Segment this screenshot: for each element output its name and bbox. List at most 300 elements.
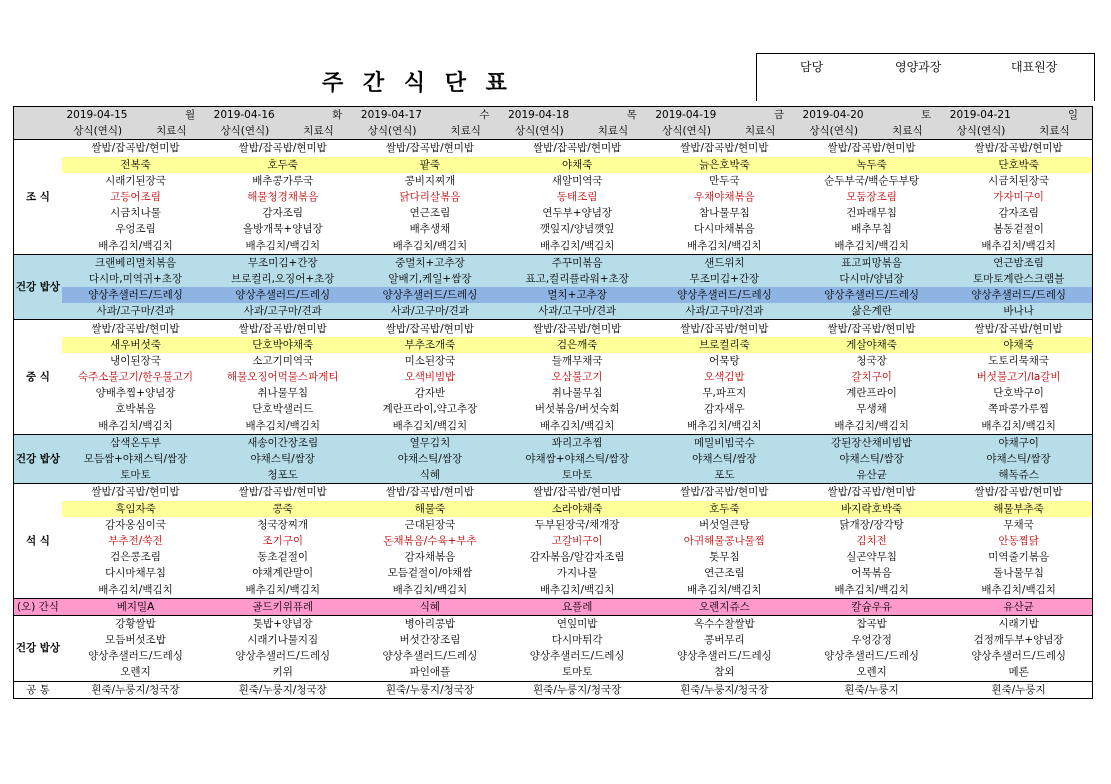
menu-item: 연근조림 <box>409 207 451 220</box>
menu-item: 오삼불고기 <box>551 371 603 384</box>
lunch-label: 중 식 <box>14 320 62 434</box>
menu-item: 팥죽 <box>356 157 503 173</box>
menu-item: 근대된장국 <box>404 518 456 531</box>
breakfast-row <box>14 238 1093 255</box>
breakfast-row <box>14 189 1093 205</box>
date-cell: 2019-04-20 <box>798 107 870 124</box>
menu-item: 감자채볶음 <box>404 551 456 564</box>
weekday-cell: 월 <box>133 107 209 124</box>
menu-item: 토마토 <box>561 666 593 679</box>
menu-item: 시금치나물 <box>110 207 161 220</box>
header-corner <box>14 123 62 140</box>
menu-item: 모듬겉절이/야채쌈 <box>387 567 473 580</box>
menu-item: 참나물무침 <box>699 207 750 220</box>
menu-item: 검은콩조림 <box>110 551 161 564</box>
weekly-menu-table <box>13 106 1093 699</box>
menu-item: 올방개묵+양념장 <box>242 223 323 236</box>
regular-diet-header: 상식(연식) <box>62 123 134 140</box>
dinner-row <box>14 581 1093 598</box>
menu-item: 키위 <box>272 666 293 679</box>
lunch-row <box>14 385 1093 401</box>
menu-item: 버섯불고기/la갈비 <box>976 371 1061 384</box>
weekday-cell: 일 <box>1017 107 1093 124</box>
breakfast-row <box>14 140 1093 157</box>
menu-item: 쌀밥/잡곡밥/현미밥 <box>945 484 1092 501</box>
menu-item: 쌀밥/잡곡밥/현미밥 <box>62 320 209 337</box>
menu-item: 병아리콩밥 <box>356 615 503 632</box>
menu-item: 양상추샐러드/드레싱 <box>798 287 945 303</box>
menu-item: 단호박야채죽 <box>209 337 356 353</box>
menu-item: 쌀밥/잡곡밥/현미밥 <box>798 320 945 337</box>
menu-item: 배추김치/백김치 <box>98 583 173 596</box>
menu-item: 사과/고구마/견과 <box>209 303 356 320</box>
menu-item: 닭다리살볶음 <box>399 191 461 204</box>
menu-item: 해독쥬스 <box>945 467 1092 484</box>
breakfast_health-row <box>14 254 1093 271</box>
approval-director: 대표원장 <box>1011 60 1058 74</box>
menu-item: 야채스틱/쌈장 <box>209 451 356 467</box>
menu-item: 배추콩가루국 <box>252 174 314 187</box>
dinner-row <box>14 565 1093 581</box>
menu-item: 흑임자죽 <box>62 501 209 517</box>
menu-item: 배추김치/백김치 <box>834 583 909 596</box>
menu-item: 쌀밥/잡곡밥/현미밥 <box>504 484 651 501</box>
weekday-cell: 수 <box>428 107 504 124</box>
dinner-row <box>14 533 1093 549</box>
approval-staff: 담당 <box>800 60 824 74</box>
menu-item: 배추김치/백김치 <box>392 419 468 432</box>
dinner_health-row <box>14 648 1093 664</box>
menu-item: 돌나물무침 <box>993 567 1044 580</box>
menu-item: 배추김치/백김치 <box>392 239 468 252</box>
menu-item: 배추김치/백김치 <box>687 419 762 432</box>
menu-item: 다시마채볶음 <box>693 223 755 236</box>
dinner_health-label: 건강 밥상 <box>14 615 62 681</box>
menu-item: 무,파프지 <box>702 387 747 400</box>
menu-item: 연잎미밥 <box>504 615 651 632</box>
menu-item: 연근조림 <box>704 567 745 580</box>
menu-item: 배추무침 <box>851 223 892 236</box>
lunch_health-row <box>14 434 1093 451</box>
menu-item: 양상추샐러드/드레싱 <box>971 650 1067 663</box>
menu-item: 쌀밥/잡곡밥/현미밥 <box>504 320 651 337</box>
menu-item: 우엉강정 <box>851 634 892 647</box>
menu-item: 순두부국/백순두부탕 <box>824 174 919 187</box>
menu-item: 배추생채 <box>409 223 451 236</box>
menu-item: 고갈비구이 <box>551 534 603 547</box>
menu-item: 부추전/쑥전 <box>108 534 163 547</box>
menu-item: 무조미김+간장 <box>651 271 798 287</box>
menu-item: 사과/고구마/견과 <box>62 303 209 320</box>
menu-item: 소고기미역국 <box>252 354 314 367</box>
menu-item: 오렌지 <box>856 666 887 679</box>
menu-item: 톳밥+양념장 <box>209 615 356 632</box>
menu-item: 시래기밥 <box>945 615 1092 632</box>
approval-nutrition-manager: 영양과장 <box>895 60 942 74</box>
menu-item: 안동찜닭 <box>998 534 1039 547</box>
dinner-row <box>14 501 1093 517</box>
menu-item: 쌀밥/잡곡밥/현미밥 <box>798 484 945 501</box>
menu-item: 브로컬리죽 <box>651 337 798 353</box>
menu-item: 해물오징어먹물스파게티 <box>226 371 339 384</box>
common-item: 흰죽/누룽지/청국장 <box>356 681 503 698</box>
menu-item: 어묵탕 <box>709 354 740 367</box>
breakfast_health-row <box>14 271 1093 287</box>
menu-item: 시금치된장국 <box>988 174 1050 187</box>
menu-item: 양상추샐러드/드레싱 <box>209 287 356 303</box>
menu-item: 숙주소불고기/한우불고기 <box>77 371 194 384</box>
lunch-row <box>14 320 1093 337</box>
menu-item: 토마토계란스크램블 <box>945 271 1092 287</box>
snack-label: (오) 간식 <box>14 598 62 615</box>
regular-diet-header: 상식(연식) <box>945 123 1017 140</box>
date-cell: 2019-04-18 <box>504 107 576 124</box>
menu-item: 다시마/양념장 <box>798 271 945 287</box>
menu-item: 새우버섯죽 <box>62 337 209 353</box>
menu-item: 우채야채볶음 <box>693 191 755 204</box>
menu-item: 강황쌀밥 <box>62 615 209 632</box>
lunch_health-label: 건강 밥상 <box>14 434 62 484</box>
menu-item: 돈채볶음/수육+부추 <box>383 534 477 547</box>
menu-item: 야채스틱/쌈장 <box>651 451 798 467</box>
menu-item: 쌀밥/잡곡밥/현미밥 <box>651 140 798 157</box>
menu-item: 오색김밥 <box>704 371 745 384</box>
regular-diet-header: 상식(연식) <box>504 123 576 140</box>
menu-item: 알배기,케일+쌈장 <box>356 271 503 287</box>
menu-item: 청국장 <box>856 354 887 367</box>
menu-item: 메론 <box>1008 666 1029 679</box>
menu-item: 감자옹심이국 <box>105 518 166 531</box>
menu-item: 바지락호박죽 <box>798 501 945 517</box>
menu-item: 감자새우 <box>704 403 745 416</box>
weekday-cell: 토 <box>870 107 946 124</box>
menu-item: 봄동겉절이 <box>993 223 1044 236</box>
menu-item: 시래기나물지짐 <box>247 634 319 647</box>
date-cell: 2019-04-15 <box>62 107 134 124</box>
menu-item: 새송이간장조림 <box>209 434 356 451</box>
lunch-row <box>14 401 1093 417</box>
menu-item: 양상추샐러드/드레싱 <box>824 650 919 663</box>
menu-item: 모듬버섯조밥 <box>105 634 166 647</box>
diet-type-header-row <box>14 123 1093 140</box>
regular-diet-header: 상식(연식) <box>798 123 870 140</box>
menu-item: 배추김치/백김치 <box>392 583 468 596</box>
menu-item: 어묵볶음 <box>851 567 892 580</box>
menu-item: 청포도 <box>209 467 356 484</box>
menu-item: 해물죽 <box>356 501 503 517</box>
date-cell: 2019-04-16 <box>209 107 281 124</box>
menu-item: 단호박구이 <box>993 387 1044 400</box>
menu-item: 콩죽 <box>209 501 356 517</box>
menu-item: 검은깨죽 <box>504 337 651 353</box>
menu-item: 청국장찌개 <box>257 518 309 531</box>
menu-item: 쌀밥/잡곡밥/현미밥 <box>62 140 209 157</box>
menu-item: 버섯볶음/버섯숙회 <box>534 403 620 416</box>
snack-item: 오렌지쥬스 <box>651 598 798 615</box>
common-row <box>14 681 1093 698</box>
dinner-label: 석 식 <box>14 484 62 598</box>
menu-item: 쌀밥/잡곡밥/현미밥 <box>945 140 1092 157</box>
common-item: 흰죽/누룽지/청국장 <box>62 681 209 698</box>
menu-item: 쌀밥/잡곡밥/현미밥 <box>209 484 356 501</box>
menu-item: 감자조림 <box>998 207 1039 220</box>
therapeutic-diet-header: 치료식 <box>575 123 651 140</box>
menu-item: 표고피망볶음 <box>798 254 945 271</box>
menu-item: 중멸치+고추장 <box>356 254 503 271</box>
breakfast-row <box>14 173 1093 189</box>
menu-item: 쌀밥/잡곡밥/현미밥 <box>209 320 356 337</box>
menu-item: 실곤약무침 <box>846 551 897 564</box>
menu-item: 감자반 <box>414 387 446 400</box>
therapeutic-diet-header: 치료식 <box>1017 123 1093 140</box>
menu-item: 쌀밥/잡곡밥/현미밥 <box>798 140 945 157</box>
menu-item: 김치전 <box>856 534 887 547</box>
menu-item: 배추김치/백김치 <box>98 239 173 252</box>
menu-item: 쪽파콩가루찜 <box>988 403 1050 416</box>
menu-item: 양상추샐러드/드레싱 <box>88 650 183 663</box>
menu-item: 배추김치/백김치 <box>687 239 762 252</box>
menu-item: 열무김치 <box>356 434 503 451</box>
breakfast_health-row <box>14 303 1093 320</box>
menu-item: 야채쌈+야채스틱/쌈장 <box>504 451 651 467</box>
menu-item: 삶은계란 <box>798 303 945 320</box>
menu-item: 모듬쌈+야채스틱/쌈장 <box>62 451 209 467</box>
common-item: 흰죽/누룽지 <box>798 681 945 698</box>
snack-item: 유산균 <box>945 598 1092 615</box>
snack-item: 식혜 <box>356 598 503 615</box>
menu-item: 야채구이 <box>945 434 1092 451</box>
dinner-row <box>14 484 1093 501</box>
menu-item: 취나물무침 <box>257 387 309 400</box>
regular-diet-header: 상식(연식) <box>209 123 281 140</box>
menu-item: 부추조개죽 <box>356 337 503 353</box>
therapeutic-diet-header: 치료식 <box>428 123 504 140</box>
menu-item: 식혜 <box>356 467 503 484</box>
common-item: 흰죽/누룽지/청국장 <box>209 681 356 698</box>
menu-item: 해물청경채볶음 <box>247 191 319 204</box>
menu-item: 호박볶음 <box>115 403 156 416</box>
menu-item: 토마토 <box>62 467 209 484</box>
menu-item: 배추김치/백김치 <box>539 239 615 252</box>
menu-item: 동초겉절이 <box>257 551 309 564</box>
dinner_health-row <box>14 632 1093 648</box>
menu-item: 야채계란말이 <box>252 567 314 580</box>
menu-item: 소라야채죽 <box>504 501 651 517</box>
breakfast_health-row <box>14 287 1093 303</box>
menu-item: 무생채 <box>856 403 887 416</box>
menu-item: 양상추샐러드/드레싱 <box>356 287 503 303</box>
menu-item: 들깨무채국 <box>551 354 603 367</box>
date-cell: 2019-04-19 <box>651 107 723 124</box>
menu-item: 찹곡밥 <box>798 615 945 632</box>
header-corner <box>14 107 62 124</box>
menu-item: 모둠장조림 <box>846 191 897 204</box>
menu-item: 두부된장국/채개장 <box>534 518 620 531</box>
menu-item: 배추김치/백김치 <box>687 583 762 596</box>
regular-diet-header: 상식(연식) <box>651 123 723 140</box>
page-title: 주 간 식 단 표 <box>322 71 513 96</box>
menu-item: 표고,컬리플라워+초장 <box>504 271 651 287</box>
menu-item: 도토리묵채국 <box>988 354 1050 367</box>
menu-item: 배추김치/백김치 <box>539 419 615 432</box>
menu-item: 다시마튀각 <box>551 634 603 647</box>
menu-item: 오렌지 <box>120 666 151 679</box>
menu-item: 브로컬리,오징어+초장 <box>209 271 356 287</box>
menu-item: 쌀밥/잡곡밥/현미밥 <box>356 140 503 157</box>
menu-item: 가자미구이 <box>993 191 1044 204</box>
weekday-cell: 금 <box>722 107 798 124</box>
common-item: 흰죽/누룽지/청국장 <box>651 681 798 698</box>
menu-item: 주꾸미볶음 <box>504 254 651 271</box>
menu-item: 옥수수찰쌀밥 <box>651 615 798 632</box>
menu-item: 늙은호박죽 <box>651 157 798 173</box>
regular-diet-header: 상식(연식) <box>356 123 428 140</box>
snack-item: 베지밀A <box>62 598 209 615</box>
menu-item: 토마토 <box>504 467 651 484</box>
menu-item: 양배추찜+양념장 <box>95 387 176 400</box>
menu-item: 감자조림 <box>262 207 303 220</box>
menu-item: 무조미김+간장 <box>209 254 356 271</box>
menu-item: 삼색온두부 <box>62 434 209 451</box>
menu-item: 양상추샐러드/드레싱 <box>235 650 331 663</box>
menu-item: 유산균 <box>798 467 945 484</box>
weekday-cell: 목 <box>575 107 651 124</box>
menu-item: 깻잎지/양념깻잎 <box>539 223 615 236</box>
menu-item: 배추김치/백김치 <box>834 239 909 252</box>
lunch-row <box>14 353 1093 369</box>
menu-item: 사과/고구마/견과 <box>504 303 651 320</box>
breakfast_health-label: 건강 밥상 <box>14 254 62 320</box>
menu-item: 샌드위치 <box>651 254 798 271</box>
approval-box <box>756 53 1095 101</box>
snack-row <box>14 598 1093 615</box>
menu-item: 감자볶음/알감자조림 <box>529 551 625 564</box>
menu-item: 쌀밥/잡곡밥/현미밥 <box>356 320 503 337</box>
menu-item: 호두죽 <box>651 501 798 517</box>
menu-item: 양상추샐러드/드레싱 <box>62 287 209 303</box>
menu-item: 야채죽 <box>504 157 651 173</box>
menu-item: 강된장산채비빔밥 <box>798 434 945 451</box>
menu-item: 녹두죽 <box>798 157 945 173</box>
menu-item: 배추김치/백김치 <box>98 419 173 432</box>
menu-item: 파인애플 <box>409 666 451 679</box>
menu-item: 계란프라이,약고추장 <box>382 403 478 416</box>
breakfast-row <box>14 157 1093 173</box>
menu-item: 검정깨두부+양념장 <box>973 634 1064 647</box>
menu-item: 바나나 <box>945 303 1092 320</box>
menu-item: 양상추샐러드/드레싱 <box>382 650 478 663</box>
menu-item: 야채죽 <box>945 337 1092 353</box>
menu-item: 조기구이 <box>262 534 303 547</box>
menu-item: 메밀비빔국수 <box>651 434 798 451</box>
menu-item: 닭개장/장각탕 <box>839 518 904 531</box>
common-item: 흰죽/누룽지/청국장 <box>504 681 651 698</box>
menu-item: 연두부+양념장 <box>542 207 612 220</box>
therapeutic-diet-header: 치료식 <box>722 123 798 140</box>
breakfast-row <box>14 221 1093 237</box>
date-cell: 2019-04-17 <box>356 107 428 124</box>
menu-item: 배추김치/백김치 <box>981 239 1056 252</box>
menu-item: 양상추샐러드/드레싱 <box>651 287 798 303</box>
menu-item: 참외 <box>714 666 735 679</box>
date-cell: 2019-04-21 <box>945 107 1017 124</box>
lunch-row <box>14 337 1093 353</box>
menu-item: 미소된장국 <box>404 354 456 367</box>
lunch-row <box>14 369 1093 385</box>
dinner-row <box>14 517 1093 533</box>
menu-item: 버섯간장조림 <box>399 634 461 647</box>
menu-item: 단호박샐러드 <box>252 403 314 416</box>
menu-item: 콩버무리 <box>704 634 745 647</box>
menu-item: 야채스틱/쌈장 <box>945 451 1092 467</box>
menu-item: 갈치구이 <box>851 371 892 384</box>
menu-item: 양상추샐러드/드레싱 <box>676 650 772 663</box>
menu-item: 건파래무침 <box>846 207 897 220</box>
menu-item: 연근밤조림 <box>945 254 1092 271</box>
menu-item: 사과/고구마/견과 <box>356 303 503 320</box>
menu-item: 톳무침 <box>709 551 740 564</box>
therapeutic-diet-header: 치료식 <box>870 123 946 140</box>
menu-item: 크랜베리멸치볶음 <box>62 254 209 271</box>
menu-item: 미역줄기볶음 <box>988 551 1050 564</box>
menu-item: 배추김치/백김치 <box>245 583 320 596</box>
menu-item: 만두국 <box>709 174 740 187</box>
menu-item: 다시마,미역귀+초장 <box>62 271 209 287</box>
therapeutic-diet-header: 치료식 <box>133 123 209 140</box>
menu-item: 쌀밥/잡곡밥/현미밥 <box>945 320 1092 337</box>
menu-item: 새알미역국 <box>551 174 603 187</box>
menu-item: 쌀밥/잡곡밥/현미밥 <box>209 140 356 157</box>
menu-item: 쌀밥/잡곡밥/현미밥 <box>356 484 503 501</box>
menu-item: 쌀밥/잡곡밥/현미밥 <box>651 484 798 501</box>
menu-item: 고등어조림 <box>110 191 161 204</box>
menu-item: 콩비지찌개 <box>404 174 456 187</box>
menu-item: 다시마채무침 <box>105 567 166 580</box>
dinner-row <box>14 549 1093 565</box>
menu-item: 버섯얼큰탕 <box>699 518 750 531</box>
menu-item: 해물부추죽 <box>945 501 1092 517</box>
menu-item: 쌀밥/잡곡밥/현미밥 <box>62 484 209 501</box>
snack-item: 칼슘우유 <box>798 598 945 615</box>
menu-item: 가지나물 <box>556 567 598 580</box>
menu-item: 배추김치/백김치 <box>245 239 320 252</box>
menu-item: 배추김치/백김치 <box>981 419 1056 432</box>
menu-item: 배추김치/백김치 <box>245 419 320 432</box>
therapeutic-diet-header: 치료식 <box>281 123 357 140</box>
menu-item: 야채스틱/쌈장 <box>356 451 503 467</box>
menu-item: 쌀밥/잡곡밥/현미밥 <box>504 140 651 157</box>
menu-item: 오색비빔밥 <box>404 371 456 384</box>
snack-item: 요플레 <box>504 598 651 615</box>
menu-item: 호두죽 <box>209 157 356 173</box>
menu-item: 배추김치/백김치 <box>539 583 615 596</box>
menu-item: 야채스틱/쌈장 <box>798 451 945 467</box>
snack-item: 골드키위퓨레 <box>209 598 356 615</box>
menu-item: 동태조림 <box>556 191 598 204</box>
menu-item: 양상추샐러드/드레싱 <box>945 287 1092 303</box>
breakfast-row <box>14 205 1093 221</box>
breakfast-label: 조 식 <box>14 140 62 254</box>
menu-item: 계란프라이 <box>846 387 897 400</box>
menu-item: 배추김치/백김치 <box>834 419 909 432</box>
menu-item: 배추김치/백김치 <box>981 583 1056 596</box>
menu-item: 무채국 <box>1003 518 1034 531</box>
menu-item: 꽈리고추찜 <box>504 434 651 451</box>
dinner_health-row <box>14 664 1093 681</box>
menu-item: 단호박죽 <box>945 157 1092 173</box>
lunch-row <box>14 418 1093 435</box>
menu-item: 우엉조림 <box>115 223 156 236</box>
